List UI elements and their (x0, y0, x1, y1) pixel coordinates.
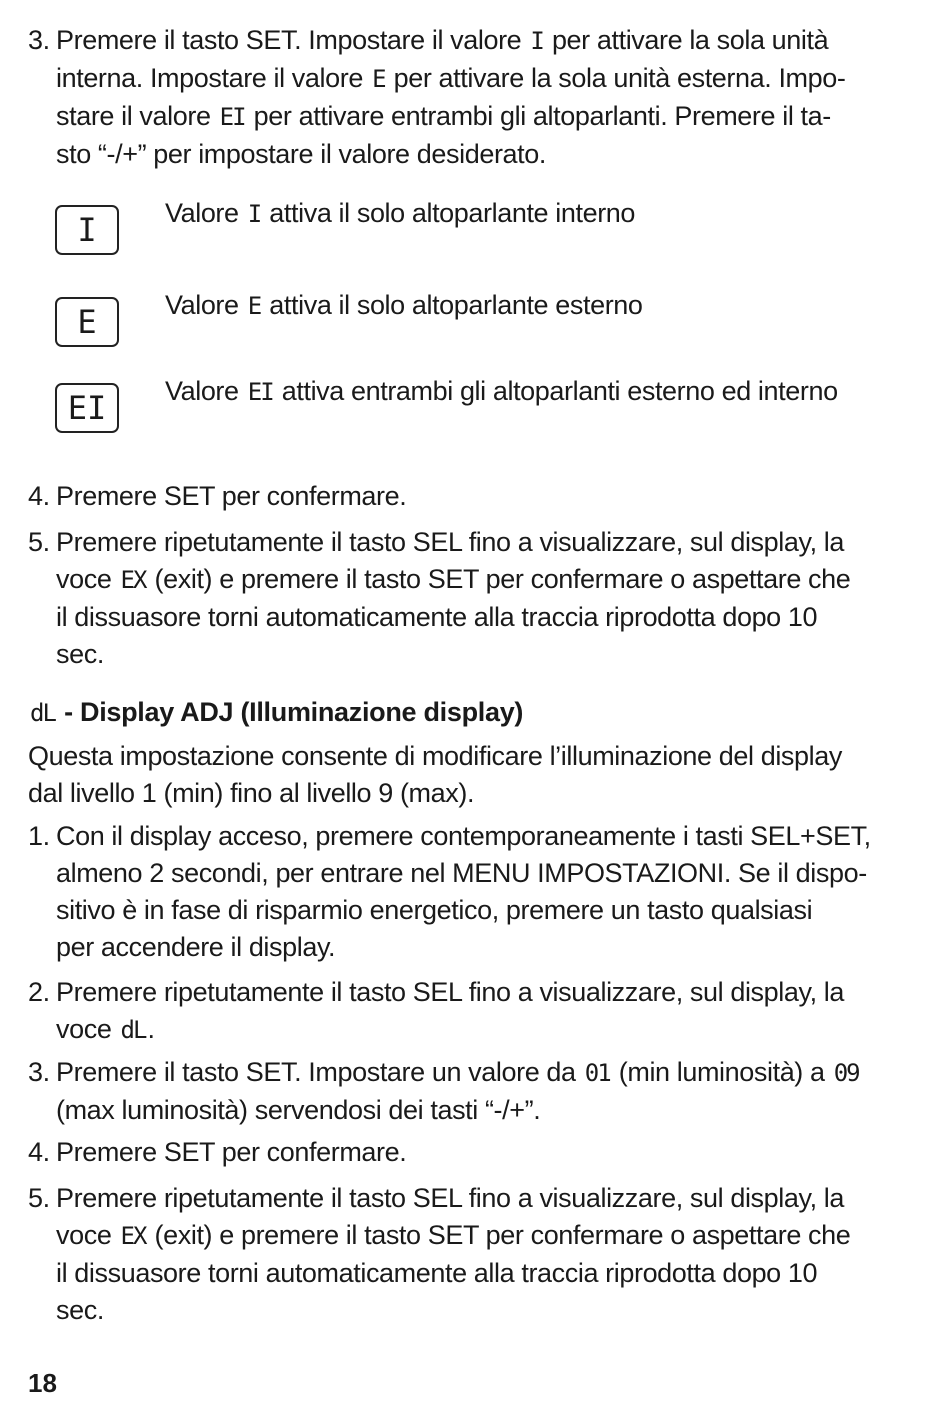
step-number: 5. (28, 1183, 50, 1213)
lcd-display-icon: I (55, 205, 119, 255)
section-intro (28, 738, 920, 812)
step-text: stare il valore (56, 101, 218, 131)
step-text: Premere SET per confermare. (56, 1137, 407, 1167)
step-number: 4. (28, 1137, 50, 1167)
step-text: voce (56, 1220, 119, 1250)
segment-code-e: E (372, 65, 385, 93)
option-label: attiva il solo altoparlante esterno (262, 290, 643, 320)
step-text: Premere ripetutamente il tasto SEL fino a visualizzare, sul display, la (56, 1183, 844, 1213)
intro-line: dal livello 1 (min) fino al livello 9 (max). (28, 778, 475, 808)
step-2-select-dl (28, 974, 920, 1049)
step-number: 3. (28, 25, 50, 55)
step-text: per attivare la sola unità esterna. Impo- (386, 63, 846, 93)
step-text: sitivo è in fase di risparmio energetico, premere un tasto qualsiasi (56, 895, 813, 925)
option-label: attiva il solo altoparlante interno (262, 198, 636, 228)
option-label: attiva entrambi gli altoparlanti esterno ed interno (274, 376, 838, 406)
step-text: . (147, 1014, 155, 1044)
option-label: Valore (165, 198, 246, 228)
option-label: Valore (165, 376, 246, 406)
step-text: voce (56, 564, 119, 594)
step-number: 5. (28, 527, 50, 557)
step-text: per accendere il display. (56, 932, 336, 962)
step-4-confirm (28, 478, 920, 515)
step-text: (exit) e premere il tasto SET per confermare o aspettare che (147, 564, 851, 594)
step-text: Premere ripetutamente il tasto SEL fino a visualizzare, sul display, la (56, 977, 844, 1007)
section-heading (28, 694, 523, 732)
step-text: Premere ripetutamente il tasto SEL fino a visualizzare, sul display, la (56, 527, 844, 557)
segment-code-ex: EX (120, 566, 146, 594)
intro-line: Questa impostazione consente di modificare l’illuminazione del display (28, 741, 842, 771)
step-text: voce (56, 1014, 119, 1044)
segment-code: I (247, 200, 261, 228)
step-number: 3. (28, 1057, 50, 1087)
step-4-confirm (28, 1134, 920, 1171)
option-external (55, 290, 925, 357)
segment-code: E (247, 292, 261, 320)
step-text: Premere il tasto SET. Impostare il valore (56, 25, 529, 55)
step-text: il dissuasore torni automaticamente alla traccia riprodotta dopo 10 (56, 602, 818, 632)
heading-text: - Display ADJ (Illuminazione display) (56, 697, 524, 727)
lcd-display-icon: E (55, 297, 119, 347)
step-5-exit (28, 1180, 920, 1329)
segment-code-09: 09 (833, 1059, 859, 1087)
option-both (55, 376, 925, 443)
segment-code-ex: EX (120, 1222, 146, 1250)
step-text: sto “-/+” per impostare il valore desiderato. (56, 139, 546, 169)
step-text: (max luminosità) servendosi dei tasti “-/+”. (56, 1095, 541, 1125)
segment-code-dl: dL (120, 1016, 146, 1044)
step-text: (exit) e premere il tasto SET per confermare o aspettare che (147, 1220, 851, 1250)
segment-code-01: 01 (584, 1059, 610, 1087)
step-number: 4. (28, 481, 50, 511)
page-number: 18 (28, 1368, 57, 1398)
segment-code-ei: EI (219, 103, 245, 131)
step-text: per attivare entrambi gli altoparlanti. Premere il ta- (246, 101, 831, 131)
step-text: per attivare la sola unità (544, 25, 829, 55)
step-3-brightness (28, 1054, 920, 1129)
option-internal (55, 198, 925, 265)
step-number: 1. (28, 821, 50, 851)
step-text: Premere il tasto SET. Impostare un valore da (56, 1057, 583, 1087)
step-text: il dissuasore torni automaticamente alla traccia riprodotta dopo 10 (56, 1258, 818, 1288)
step-text: sec. (56, 639, 104, 669)
step-text: Con il display acceso, premere contemporaneamente i tasti SEL+SET, (56, 821, 871, 851)
step-text: interna. Impostare il valore (56, 63, 371, 93)
step-1-enter-menu (28, 818, 920, 966)
segment-code: EI (247, 378, 273, 406)
lcd-display-icon: EI (55, 383, 119, 433)
step-text: sec. (56, 1295, 104, 1325)
step-text: (min luminosità) a (611, 1057, 832, 1087)
step-3-speaker-select (28, 22, 920, 173)
step-5-exit (28, 524, 920, 673)
step-text: Premere SET per confermare. (56, 481, 407, 511)
step-text: almeno 2 secondi, per entrare nel MENU IMPOSTAZIONI. Se il dispo- (56, 858, 867, 888)
option-label: Valore (165, 290, 246, 320)
step-number: 2. (28, 977, 50, 1007)
segment-code-dl: dL (30, 699, 55, 727)
segment-code-i: I (530, 27, 543, 55)
